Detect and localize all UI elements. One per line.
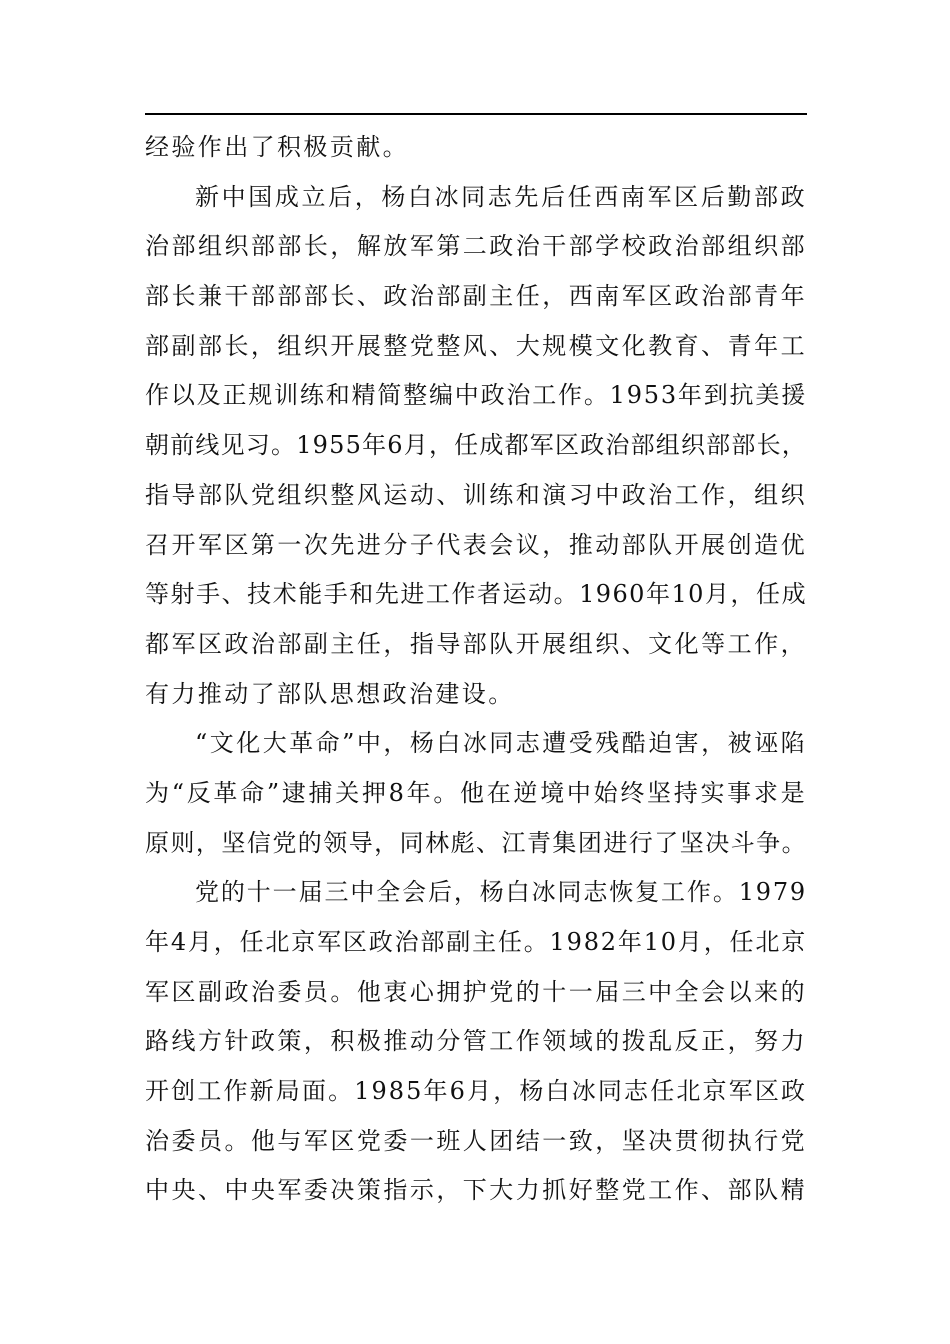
text-line: 都军区政治部副主任，指导部队开展组织、文化等工作， (145, 629, 807, 658)
text-line: 有力推动了部队思想政治建设。 (145, 679, 515, 708)
text-line: 新中国成立后，杨白冰同志先后任西南军区后勤部政 (195, 182, 807, 211)
text-line: 等射手、技术能手和先进工作者运动。1960年10月，任成 (145, 580, 807, 609)
text-line: 朝前线见习。1955年6月，任成都军区政治部组织部部长， (145, 431, 807, 460)
text-line: 作以及正规训练和精简整编中政治工作。1953年到抗美援 (145, 381, 807, 410)
text-line: 治委员。他与军区党委一班人团结一致，坚决贯彻执行党 (145, 1126, 807, 1155)
text-line: 治部组织部部长，解放军第二政治干部学校政治部组织部 (145, 232, 807, 261)
text-line: 军区副政治委员。他衷心拥护党的十一届三中全会以来的 (145, 977, 807, 1006)
text-line: 经验作出了积极贡献。 (145, 133, 409, 161)
text-line: “文化大革命”中，杨白冰同志遭受残酷迫害，被诬陷 (195, 729, 807, 758)
text-line: 中央、中央军委决策指示，下大力抓好整党工作、部队精 (145, 1176, 807, 1205)
body-text (145, 123, 807, 1216)
text-line: 路线方针政策，积极推动分管工作领域的拨乱反正，努力 (145, 1027, 807, 1056)
text-line: 召开军区第一次先进分子代表会议，推动部队开展创造优 (145, 530, 807, 559)
header-rule (145, 113, 807, 115)
text-line: 原则，坚信党的领导，同林彪、江青集团进行了坚决斗争。 (145, 828, 807, 857)
text-line: 部长兼干部部部长、政治部副主任，西南军区政治部青年 (145, 282, 807, 311)
text-line: 年4月，任北京军区政治部副主任。1982年10月，任北京 (145, 928, 807, 956)
text-line: 指导部队党组织整风运动、训练和演习中政治工作，组织 (145, 480, 807, 509)
text-line: 为“反革命”逮捕关押8年。他在逆境中始终坚持实事求是 (145, 778, 807, 807)
text-line: 党的十一届三中全会后，杨白冰同志恢复工作。1979 (195, 878, 807, 907)
text-line: 部副部长，组织开展整党整风、大规模文化教育、青年工 (145, 331, 807, 360)
text-line: 开创工作新局面。1985年6月，杨白冰同志任北京军区政 (145, 1077, 807, 1106)
